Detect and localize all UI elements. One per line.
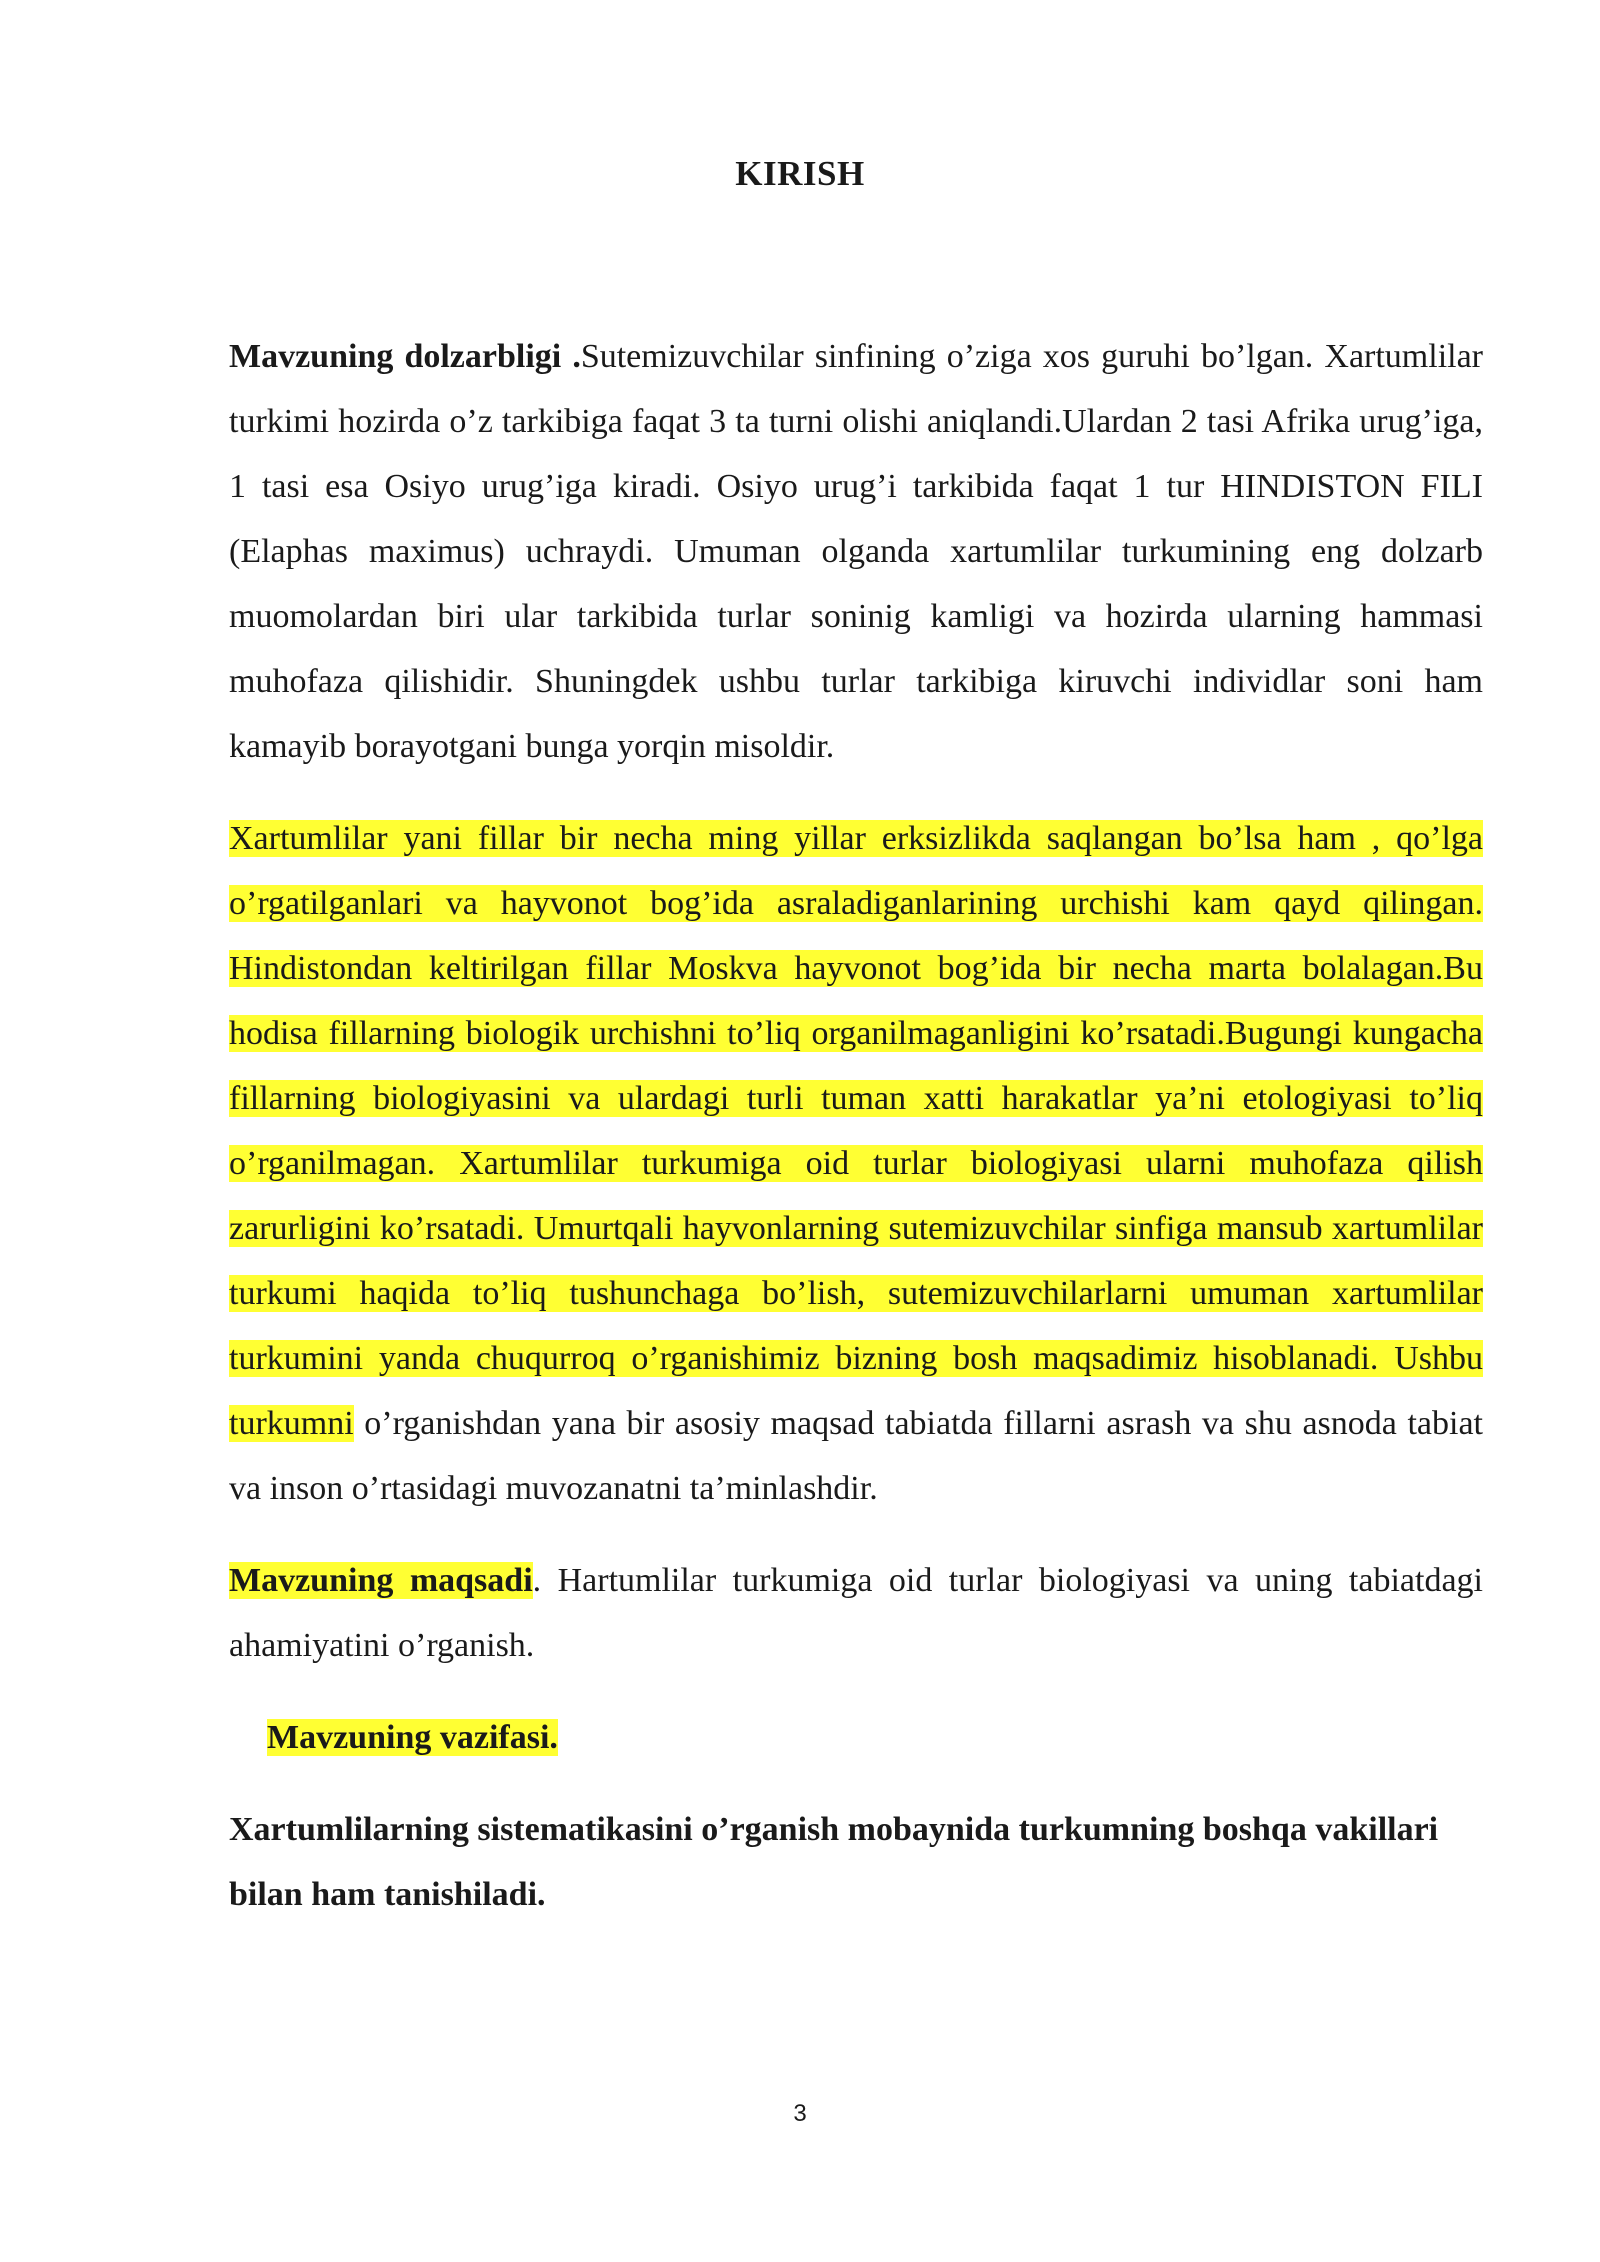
highlighted-text: Xartumlilar yani fillar bir necha ming yillar erksizlikda saqlangan bo’lsa ham , qo’lga o’rgatilganlari va hayvonot bog’ida asraladiganlarining urchishi kam qayd qilingan. Hindistondan keltirilgan fillar Moskva hayvonot bog’ida bir necha marta bolalagan.Bu hodisa fillarning biologik urchishni to’liq organilmaganligini ko’rsatadi.Bugungi kungacha fillarning biologiyasini va ulardagi turli tuman xatti harakatlar ya’ni etologiyasi to’liq o’rganilmagan. Xartumlilar turkumiga oid turlar biologiyasi ularni muhofaza qilish zarurligini ko’rsatadi. Umurtqali hayvonlarning sutemizuvchilar sinfiga mansub xartumlilar turkumi haqida to’liq tushunchaga bo’lish, sutemizuvchilarlarni umuman xartumlilar turkumini yanda chuqurroq o’rganishimiz bizning bosh maqsadimiz hisoblanadi. Ushbu turkumni [229,820,1483,1442]
page-number: 3 [793,2100,807,2127]
tasks-heading: Mavzuning vazifasi. [267,1719,558,1756]
paragraph-goal [229,1548,1483,1678]
document-body [229,324,1483,1927]
paragraph-tasks-heading [229,1705,1483,1770]
plain-text: o’rganishdan yana bir asosiy maqsad tabiatda fillarni asrash va shu asnoda tabiat va inson o’rtasidagi muvozanatni ta’minlashdir. [229,1405,1483,1507]
tasks-text: Xartumlilarning sistematikasini o’rganish mobaynida turkumning boshqa vakillari bilan ham tanishiladi. [229,1811,1439,1913]
goal-text: . Hartumlilar turkumiga oid turlar biologiyasi va uning tabiatdagi ahamiyatini o’rganish. [229,1562,1483,1664]
paragraph-study-background [229,806,1483,1521]
relevance-text: Sutemizuvchilar sinfining o’ziga xos guruhi bo’lgan. Xartumlilar turkimi hozirda o’z tarkibiga faqat 3 ta turni olishi aniqlandi.Ulardan 2 tasi Afrika urug’iga, 1 tasi esa Osiyo urug’iga kiradi. Osiyo urug’i tarkibida faqat 1 tur HINDISTON FILI (Elaphas maximus) uchraydi. Umuman olganda xartumlilar turkumining eng dolzarb muomolardan biri ular tarkibida turlar soninig kamligi va hozirda ularning hammasi muhofaza qilishidir. Shuningdek ushbu turlar tarkibiga kiruvchi individlar soni ham kamayib borayotgani bunga yorqin misoldir. [229,338,1484,765]
paragraph-tasks-text [229,1797,1483,1927]
relevance-heading: Mavzuning dolzarbligi . [229,338,581,375]
page-title: KIRISH [735,154,865,193]
paragraph-relevance [229,324,1483,779]
goal-heading: Mavzuning maqsadi [229,1562,533,1599]
